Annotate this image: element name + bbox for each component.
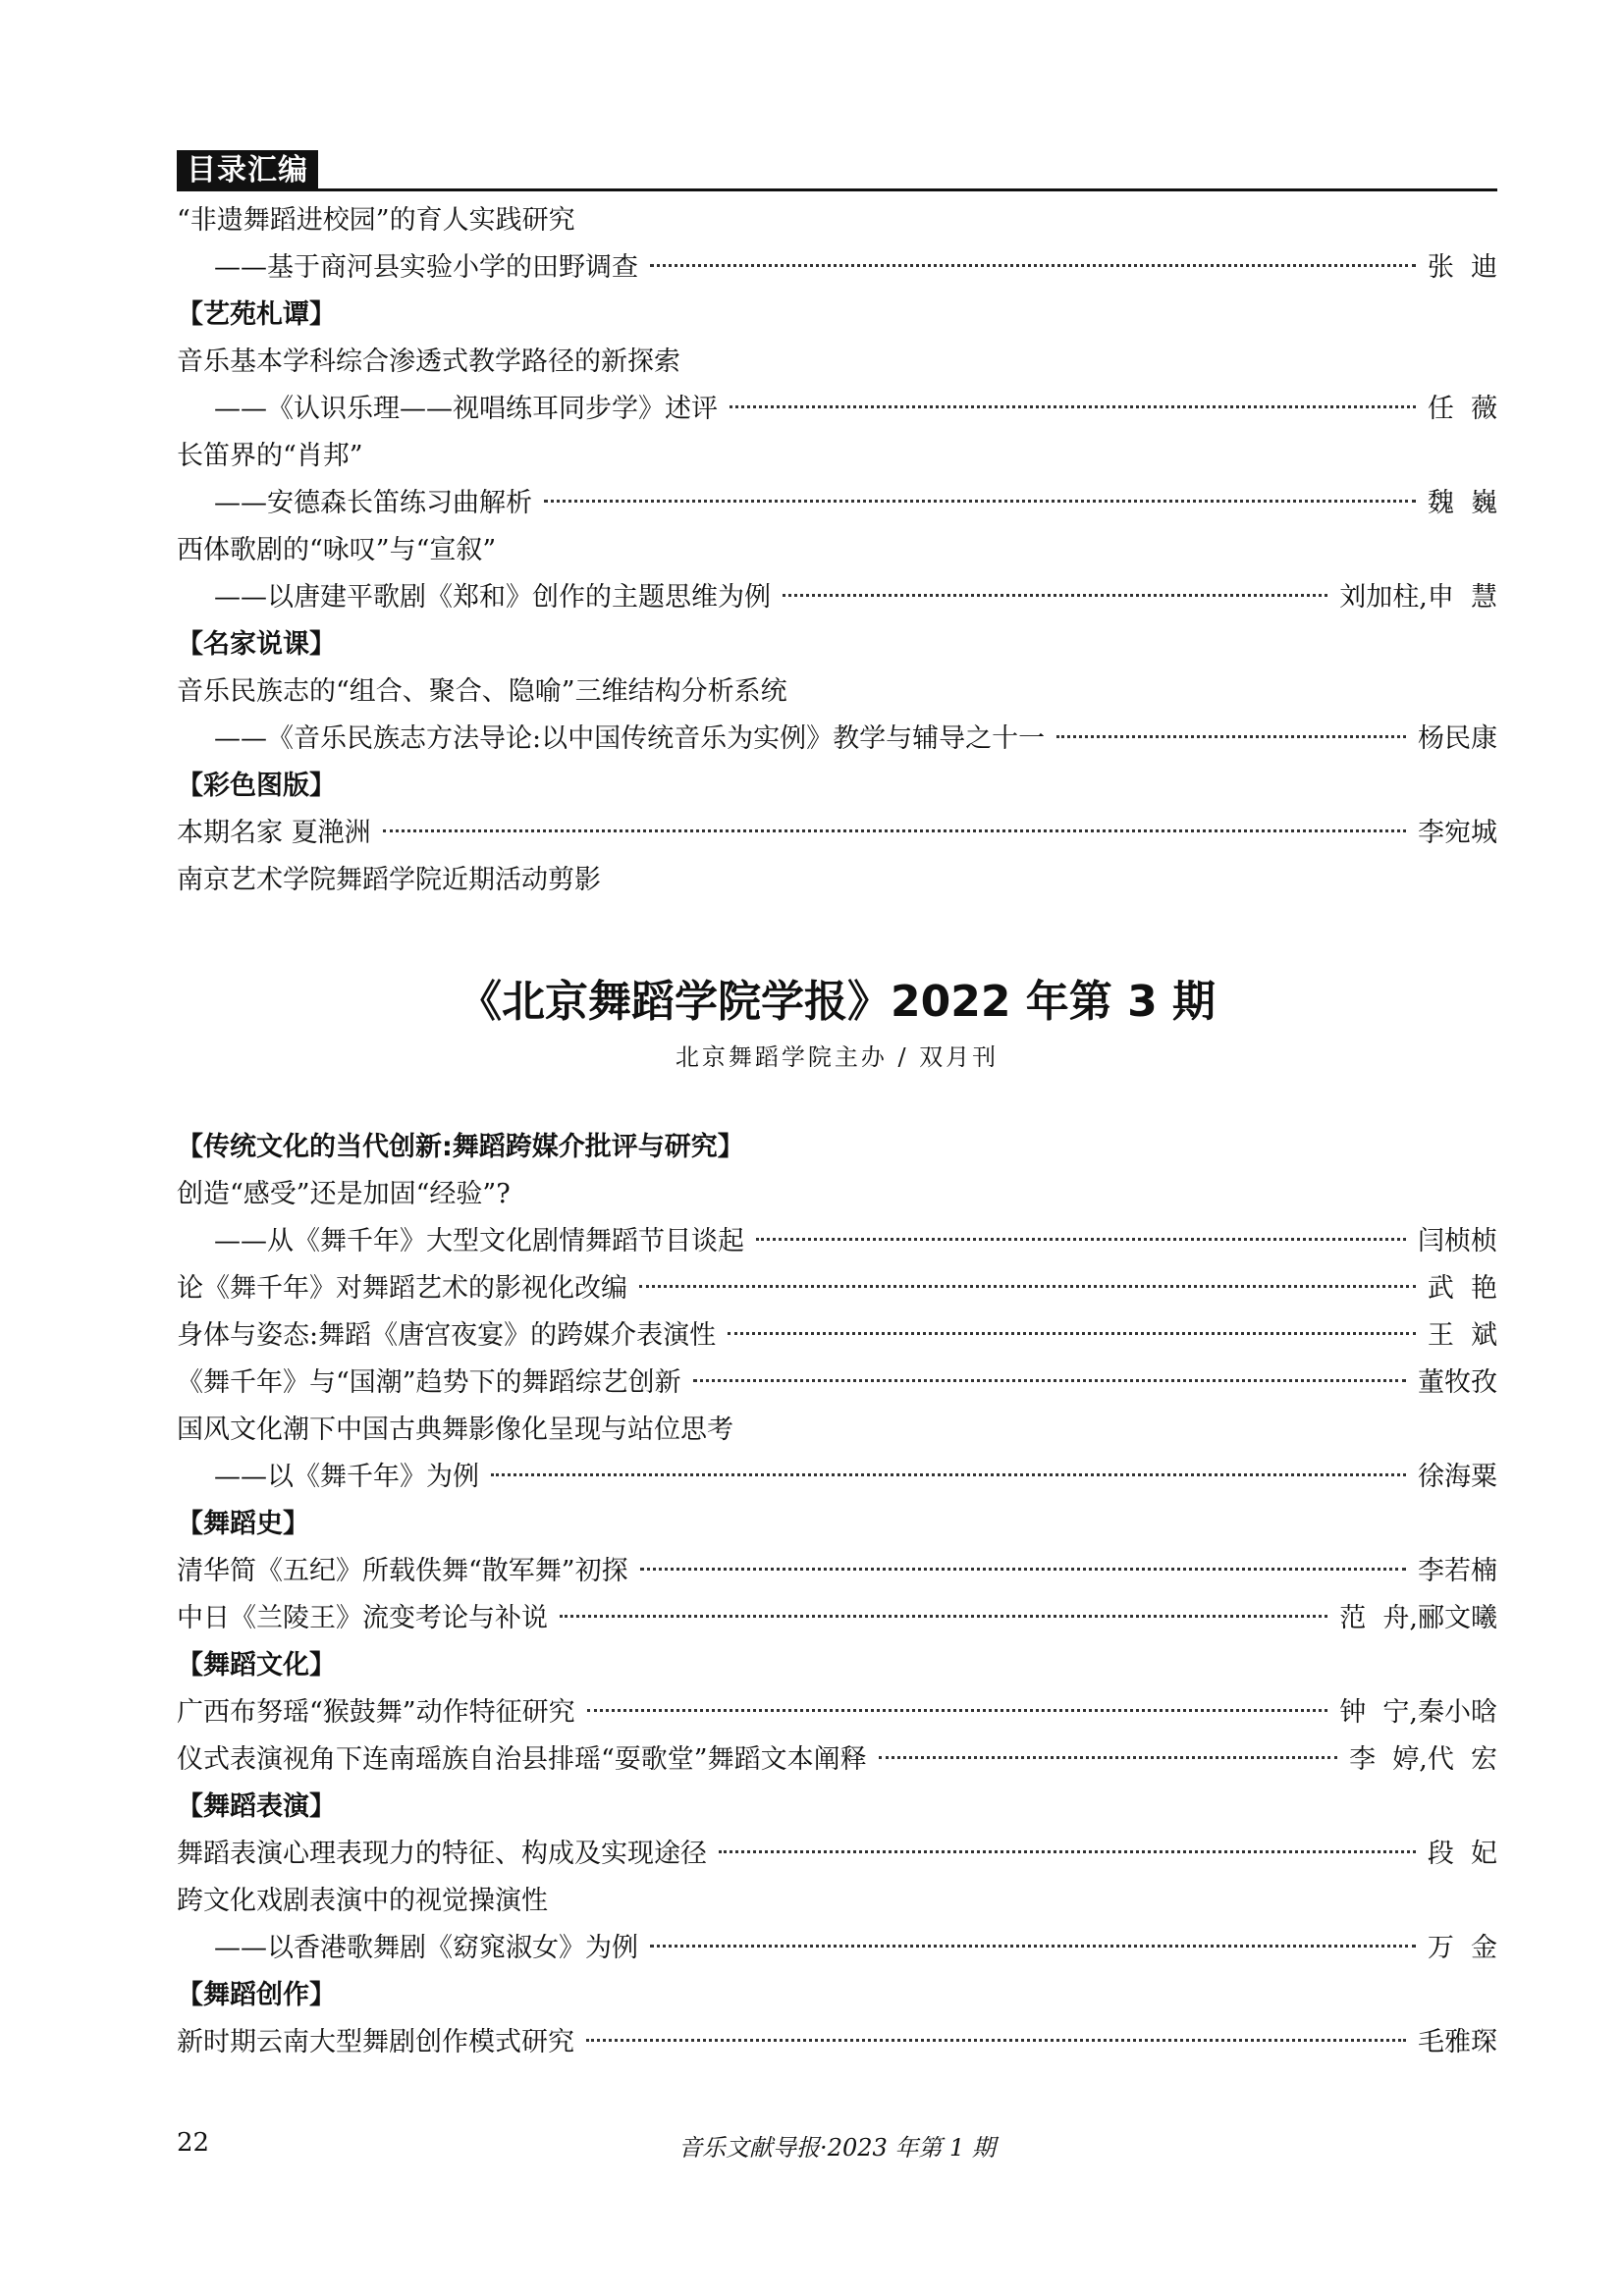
article-title: 音乐基本学科综合渗透式教学路径的新探索 bbox=[177, 347, 680, 377]
leader-dots bbox=[639, 1285, 1416, 1288]
page-header bbox=[177, 137, 1497, 191]
toc-entry-row bbox=[177, 1689, 1497, 1736]
article-author: 魏 巍 bbox=[1427, 488, 1497, 518]
page-number: 22 bbox=[177, 2128, 210, 2158]
section-heading: 【舞蹈文化】 bbox=[177, 1650, 336, 1681]
toc-subtitle-row bbox=[177, 480, 1497, 527]
leader-dots bbox=[693, 1379, 1406, 1382]
toc-entry-row bbox=[177, 433, 1497, 480]
article-author: 段 妃 bbox=[1427, 1839, 1497, 1869]
article-title: 舞蹈表演心理表现力的特征、构成及实现途径 bbox=[177, 1839, 707, 1869]
leader-dots bbox=[491, 1473, 1406, 1476]
article-title: 清华简《五纪》所载佚舞“散军舞”初探 bbox=[177, 1556, 628, 1586]
article-subtitle: ——以香港歌舞剧《窈窕淑女》为例 bbox=[214, 1933, 638, 1963]
journal-title: 《北京舞蹈学院学报》2022 年第 3 期 bbox=[458, 977, 1217, 1027]
leader-dots bbox=[756, 1238, 1406, 1241]
section-heading: 【舞蹈史】 bbox=[177, 1509, 309, 1539]
toc-entry-row bbox=[177, 339, 1497, 386]
leader-dots bbox=[650, 264, 1416, 267]
toc-list-bottom bbox=[177, 1124, 1497, 2066]
section-badge: 目录汇编 bbox=[177, 150, 318, 191]
leader-dots bbox=[728, 1332, 1416, 1335]
article-title: 仪式表演视角下连南瑶族自治县排瑶“耍歌堂”舞蹈文本阐释 bbox=[177, 1744, 867, 1775]
leader-dots bbox=[587, 1709, 1328, 1712]
article-title: 论《舞千年》对舞蹈艺术的影视化改编 bbox=[177, 1273, 627, 1304]
toc-list-top bbox=[177, 197, 1497, 904]
article-author: 张 迪 bbox=[1427, 252, 1497, 283]
toc-entry-row bbox=[177, 1265, 1497, 1312]
article-author: 李宛城 bbox=[1418, 818, 1497, 848]
toc-entry-row bbox=[177, 1736, 1497, 1784]
article-author: 李若楠 bbox=[1418, 1556, 1497, 1586]
toc-entry-row bbox=[177, 197, 1497, 244]
article-author: 钟 宁,秦小晗 bbox=[1339, 1697, 1497, 1728]
footer-journal: 音乐文献导报·2023 年第 1 期 bbox=[678, 2134, 996, 2162]
article-author: 闫桢桢 bbox=[1418, 1226, 1497, 1256]
article-author: 李 婷,代 宏 bbox=[1349, 1744, 1497, 1775]
article-author: 武 艳 bbox=[1427, 1273, 1497, 1304]
toc-entry-row bbox=[177, 1171, 1497, 1218]
article-title: 创造“感受”还是加固“经验”? bbox=[177, 1179, 511, 1209]
article-author: 范 舟,郦文曦 bbox=[1339, 1603, 1497, 1633]
toc-subtitle-row bbox=[177, 386, 1497, 433]
section-heading: 【传统文化的当代创新:舞蹈跨媒介批评与研究】 bbox=[177, 1132, 744, 1162]
toc-subtitle-row bbox=[177, 1925, 1497, 1972]
leader-dots bbox=[383, 829, 1406, 832]
article-author: 刘加柱,申 慧 bbox=[1339, 582, 1497, 613]
toc-entry-row bbox=[177, 1360, 1497, 1407]
article-title: 国风文化潮下中国古典舞影像化呈现与站位思考 bbox=[177, 1415, 733, 1445]
article-author: 毛雅琛 bbox=[1418, 2027, 1497, 2057]
toc-subtitle-row bbox=[177, 1454, 1497, 1501]
page-footer bbox=[177, 2128, 1497, 2167]
article-title: 南京艺术学院舞蹈学院近期活动剪影 bbox=[177, 865, 601, 895]
journal-subtitle: 北京舞蹈学院主办 / 双月刊 bbox=[675, 1043, 1000, 1071]
article-title: 《舞千年》与“国潮”趋势下的舞蹈综艺创新 bbox=[177, 1367, 681, 1398]
leader-dots bbox=[640, 1568, 1406, 1571]
toc-entry-row bbox=[177, 1312, 1497, 1360]
section-heading: 【彩色图版】 bbox=[177, 771, 336, 801]
article-subtitle: ——基于商河县实验小学的田野调查 bbox=[214, 252, 638, 283]
toc-entry-row bbox=[177, 810, 1497, 857]
toc-subtitle-row bbox=[177, 716, 1497, 763]
article-title: 长笛界的“肖邦” bbox=[177, 441, 363, 471]
article-subtitle: ——从《舞千年》大型文化剧情舞蹈节目谈起 bbox=[214, 1226, 744, 1256]
leader-dots bbox=[586, 2039, 1406, 2042]
article-subtitle: ——《音乐民族志方法导论:以中国传统音乐为实例》教学与辅导之十一 bbox=[214, 723, 1046, 754]
article-subtitle: ——《认识乐理——视唱练耳同步学》述评 bbox=[214, 394, 718, 424]
article-title: 中日《兰陵王》流变考论与补说 bbox=[177, 1603, 548, 1633]
article-title: 广西布努瑶“猴鼓舞”动作特征研究 bbox=[177, 1697, 575, 1728]
toc-entry-row bbox=[177, 1878, 1497, 1925]
article-title: 音乐民族志的“组合、聚合、隐喻”三维结构分析系统 bbox=[177, 676, 787, 707]
article-author: 徐海粟 bbox=[1418, 1462, 1497, 1492]
toc-entry-row bbox=[177, 1548, 1497, 1595]
toc-subtitle-row bbox=[177, 244, 1497, 292]
toc-page bbox=[177, 137, 1497, 2066]
article-author: 万 金 bbox=[1427, 1933, 1497, 1963]
section-heading: 【舞蹈表演】 bbox=[177, 1791, 336, 1822]
toc-entry-row bbox=[177, 527, 1497, 574]
leader-dots bbox=[650, 1945, 1416, 1948]
leader-dots bbox=[1056, 735, 1406, 738]
article-subtitle: ——以唐建平歌剧《郑和》创作的主题思维为例 bbox=[214, 582, 771, 613]
toc-subtitle-row bbox=[177, 574, 1497, 621]
toc-entry-row bbox=[177, 857, 1497, 904]
section-heading: 【名家说课】 bbox=[177, 629, 336, 660]
article-author: 董牧孜 bbox=[1418, 1367, 1497, 1398]
leader-dots bbox=[730, 405, 1416, 408]
toc-entry-row bbox=[177, 1595, 1497, 1642]
leader-dots bbox=[719, 1850, 1416, 1853]
article-title: 本期名家 夏滟洲 bbox=[177, 818, 371, 848]
article-author: 任 薇 bbox=[1427, 394, 1497, 424]
article-author: 王 斌 bbox=[1427, 1320, 1497, 1351]
article-title: “非遗舞蹈进校园”的育人实践研究 bbox=[177, 205, 575, 236]
article-subtitle: ——以《舞千年》为例 bbox=[214, 1462, 479, 1492]
section-heading: 【艺苑札谭】 bbox=[177, 299, 336, 330]
toc-entry-row bbox=[177, 2019, 1497, 2066]
article-title: 新时期云南大型舞剧创作模式研究 bbox=[177, 2027, 574, 2057]
leader-dots bbox=[560, 1615, 1327, 1618]
article-title: 西体歌剧的“咏叹”与“宣叙” bbox=[177, 535, 497, 565]
toc-entry-row bbox=[177, 668, 1497, 716]
leader-dots bbox=[783, 594, 1327, 597]
leader-dots bbox=[879, 1756, 1337, 1759]
toc-entry-row bbox=[177, 1407, 1497, 1454]
toc-subtitle-row bbox=[177, 1218, 1497, 1265]
article-title: 跨文化戏剧表演中的视觉操演性 bbox=[177, 1886, 548, 1916]
article-subtitle: ——安德森长笛练习曲解析 bbox=[214, 488, 532, 518]
section-heading: 【舞蹈创作】 bbox=[177, 1980, 336, 2010]
toc-entry-row bbox=[177, 1831, 1497, 1878]
article-author: 杨民康 bbox=[1418, 723, 1497, 754]
article-title: 身体与姿态:舞蹈《唐宫夜宴》的跨媒介表演性 bbox=[177, 1320, 717, 1351]
leader-dots bbox=[544, 500, 1416, 503]
